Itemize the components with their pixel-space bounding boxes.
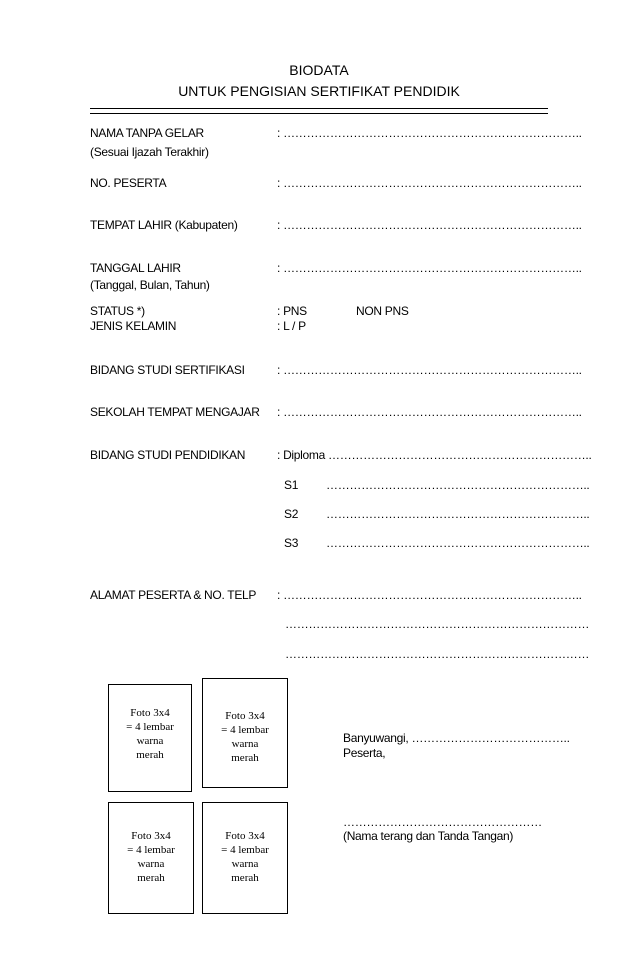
photo-box-4 bbox=[202, 802, 288, 914]
document-subtitle: UNTUK PENGISIAN SERTIFIKAT PENDIDIK bbox=[178, 83, 460, 99]
no-peserta-label: NO. PESERTA bbox=[90, 176, 167, 190]
photo-box-2 bbox=[202, 678, 288, 788]
tempat-lahir-label: TEMPAT LAHIR (Kabupaten) bbox=[90, 218, 238, 232]
sekolah-label: SEKOLAH TEMPAT MENGAJAR bbox=[90, 405, 260, 419]
jenis-kelamin-field[interactable]: : L / P bbox=[277, 319, 306, 333]
photo-box-4-line1: Foto 3x4 bbox=[225, 830, 265, 842]
bidang-studi-sertifikasi-field[interactable]: : ………………………………………………………………….. bbox=[277, 363, 582, 377]
photo-box-4-line4: merah bbox=[231, 872, 259, 884]
s1-field[interactable]: ………………………………………………………….. bbox=[326, 478, 590, 492]
photo-box-1-line2: = 4 lembar bbox=[126, 721, 174, 733]
alamat-field-line2[interactable]: …………………………………………………………………… bbox=[285, 617, 590, 631]
signature-role: Peserta, bbox=[343, 746, 386, 760]
s3-label: S3 bbox=[284, 536, 299, 550]
alamat-field-line3[interactable]: …………………………………………………………………… bbox=[285, 647, 590, 661]
photo-box-2-line3: warna bbox=[231, 738, 259, 750]
s1-label: S1 bbox=[284, 478, 299, 492]
photo-box-1-line4: merah bbox=[136, 749, 164, 761]
photo-box-4-line2: = 4 lembar bbox=[221, 844, 269, 856]
photo-box-3 bbox=[108, 802, 194, 914]
nama-field[interactable]: : ………………………………………………………………….. bbox=[277, 126, 582, 140]
nama-label: NAMA TANPA GELAR bbox=[90, 126, 204, 140]
tanggal-lahir-field[interactable]: : ………………………………………………………………….. bbox=[277, 261, 582, 275]
nama-note: (Sesuai Ijazah Terakhir) bbox=[90, 145, 209, 159]
photo-box-2-line1: Foto 3x4 bbox=[225, 710, 265, 722]
document-title: BIODATA bbox=[289, 62, 349, 78]
header-rule-bottom bbox=[90, 113, 548, 114]
photo-box-3-line1: Foto 3x4 bbox=[131, 830, 171, 842]
tanggal-lahir-label: TANGGAL LAHIR bbox=[90, 261, 181, 275]
photo-box-4-line3: warna bbox=[231, 858, 259, 870]
photo-box-1-line3: warna bbox=[136, 735, 164, 747]
header-rule-top bbox=[90, 108, 548, 109]
photo-box-2-line4: merah bbox=[231, 752, 259, 764]
status-option-pns[interactable]: : PNS bbox=[277, 304, 307, 318]
s2-field[interactable]: ………………………………………………………….. bbox=[326, 507, 590, 521]
status-option-non-pns[interactable]: NON PNS bbox=[356, 304, 409, 318]
photo-box-1-line1: Foto 3x4 bbox=[130, 707, 170, 719]
tanggal-lahir-note: (Tanggal, Bulan, Tahun) bbox=[90, 278, 210, 292]
signature-place-date[interactable]: Banyuwangi, ………………………………….. bbox=[343, 731, 570, 745]
photo-box-3-line2: = 4 lembar bbox=[127, 844, 175, 856]
alamat-field[interactable]: : ………………………………………………………………….. bbox=[277, 588, 582, 602]
photo-box-3-line3: warna bbox=[137, 858, 165, 870]
photo-box-1 bbox=[108, 684, 192, 792]
status-label: STATUS *) bbox=[90, 304, 145, 318]
s3-field[interactable]: ………………………………………………………….. bbox=[326, 536, 590, 550]
diploma-field[interactable]: : Diploma ………………………………………………………….. bbox=[277, 448, 592, 462]
jenis-kelamin-label: JENIS KELAMIN bbox=[90, 319, 177, 333]
photo-box-3-line4: merah bbox=[137, 872, 165, 884]
photo-box-2-line2: = 4 lembar bbox=[221, 724, 269, 736]
s2-label: S2 bbox=[284, 507, 299, 521]
bidang-studi-pendidikan-label: BIDANG STUDI PENDIDIKAN bbox=[90, 448, 246, 462]
sekolah-field[interactable]: : ………………………………………………………………….. bbox=[277, 405, 582, 419]
bidang-studi-sertifikasi-label: BIDANG STUDI SERTIFIKASI bbox=[90, 363, 245, 377]
alamat-label: ALAMAT PESERTA & NO. TELP bbox=[90, 588, 257, 602]
tempat-lahir-field[interactable]: : ………………………………………………………………….. bbox=[277, 218, 582, 232]
signature-caption: (Nama terang dan Tanda Tangan) bbox=[343, 829, 514, 843]
signature-line[interactable]: …………………………………………… bbox=[343, 815, 542, 829]
no-peserta-field[interactable]: : ………………………………………………………………….. bbox=[277, 176, 582, 190]
